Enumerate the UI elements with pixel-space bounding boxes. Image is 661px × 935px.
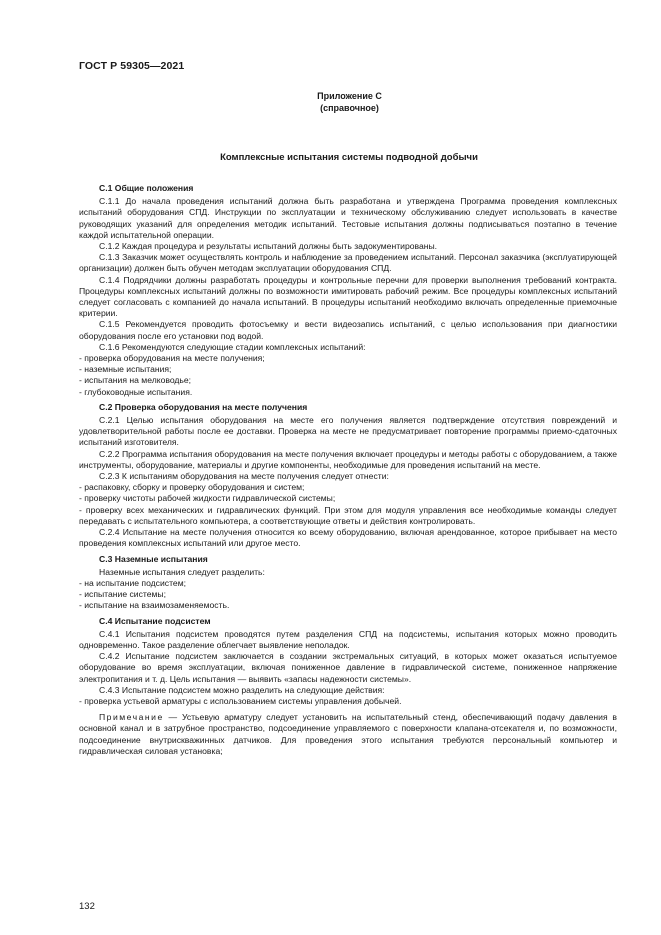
list-item: - проверку всех механических и гидравлических функций. При этом для модуля управления все необходимые команды следует передавать с испытательного компьютера, а соответствующие ответы и действия контролировать. [79,504,617,526]
section-heading-c1: С.1 Общие положения [99,183,194,193]
list-item: - испытания на мелководье; [79,375,192,386]
note [79,712,617,757]
section-heading-c3: С.3 Наземные испытания [99,553,208,564]
list-item: - проверка устьевой арматуры с использованием системы управления добычей. [79,695,402,706]
section-heading-c2: С.2 Проверка оборудования на месте получения [99,401,308,412]
list-item: - испытание системы; [79,589,166,600]
note-label: Примечание [99,712,164,723]
list-item: - на испытание подсистем; [79,577,186,588]
paragraph-c2-4: С.2.4 Испытание на месте получения относится ко всему оборудованию, включая арендованное, которое прибывает на место проведения комплексных испытаний или другое место. [79,527,617,549]
standard-designation: ГОСТ Р 59305—2021 [79,60,185,72]
list-item: - проверка оборудования на месте получения; [79,353,265,364]
document-body [79,183,617,757]
paragraph-c1-6: С.1.6 Рекомендуются следующие стадии комплексных испытаний: [99,341,366,352]
section-heading-c4: С.4 Испытание подсистем [99,615,211,626]
paragraph-c1-3: С.1.3 Заказчик может осуществлять контроль и наблюдение за проведением испытаний. Персонал заказчика (эксплуатирующей организации) должен быть обучен методам эксплуатации оборудования СПД. [79,252,617,274]
document-title: Комплексные испытания системы подводной добычи [220,152,478,163]
list-item: - проверку чистоты рабочей жидкости гидравлической системы; [79,493,336,504]
paragraph-c1-4: С.1.4 Подрядчики должны разработать процедуры и контрольные перечни для проверки выполнения требований контракта. Процедуры комплексных испытаний должны по возможности имитировать рабочий режим. Все процедуры комплексных испытаний следует согласовать с компанией до начала испытаний. В процедуры испытаний необходимо включать определенные приемочные критерии. [79,274,617,319]
paragraph-c4-1: С.4.1 Испытания подсистем проводятся путем разделения СПД на подсистемы, испытания которых можно проводить одновременно. Такое разделение облегчает выявление неполадок. [79,628,617,650]
list-item: - испытание на взаимозаменяемость. [79,600,230,611]
list-item: - распаковку, сборку и проверку оборудования и систем; [79,482,305,493]
paragraph-c2-1: С.2.1 Целью испытания оборудования на месте его получения является подтверждение отсутствия повреждений и удовлетворительной работы после ее доставки. Проверка на месте не предусматривает повторение программы приемо-сдаточных испытаний изготовителя. [79,415,617,448]
paragraph-c2-3: С.2.3 К испытаниям оборудования на месте получения следует отнести: [99,471,389,482]
paragraph-c1-2: С.1.2 Каждая процедура и результаты испытаний должны быть задокументированы. [99,241,438,252]
list-item: - глубоководные испытания. [79,386,193,397]
paragraph-c4-3: С.4.3 Испытание подсистем можно разделить на следующие действия: [99,684,385,695]
paragraph-c2-2: С.2.2 Программа испытания оборудования на месте получения включает процедуры и методы работы с оборудованием, а также инструменты, оборудование, материалы и другие компоненты, необходимые для проведения испытаний на месте. [79,448,617,470]
paragraph-c1-1: С.1.1 До начала проведения испытаний должна быть разработана и утверждена Программа проведения комплексных испытаний оборудования СПД. Инструкции по эксплуатации и техническому обслуживанию следует использовать в качестве руководящих указаний для определения методик испытаний. Тестовые испытания должны подписываться поэтапно в течение каждой испытательной операции. [79,196,617,240]
note-text: — Устьевую арматуру следует установить на испытательный стенд, обеспечивающий подачу давления в основной канал и в затрубное пространство, подсоединение управляемого с поверхности клапана-отсекателя и, по возможности, подсоединение внутрискважинных датчиков. Для проведения этого испытания требуются персональный компьютер и гидравлическая силовая установка; [79,712,617,756]
paragraph-c4-2: С.4.2 Испытание подсистем заключается в создании экстремальных ситуаций, в которых может оказаться испытуемое оборудование во время эксплуатации, включая пониженное давление в гидравлической системе, пониженное напряжение электропитания и т. д. Цель испытания — выявить «запасы надежности системы». [79,651,617,684]
annex-title: Приложение С [317,91,382,101]
paragraph-c1-5: С.1.5 Рекомендуется проводить фотосъемку и вести видеозапись испытаний, с целью использования при диагностики оборудования после его установки под водой. [79,319,617,341]
paragraph-c3-intro: Наземные испытания следует разделить: [99,566,265,577]
annex-type: (справочное) [320,103,379,113]
annex-header [0,90,661,114]
list-item: - наземные испытания; [79,364,172,375]
page-number: 132 [79,901,95,912]
